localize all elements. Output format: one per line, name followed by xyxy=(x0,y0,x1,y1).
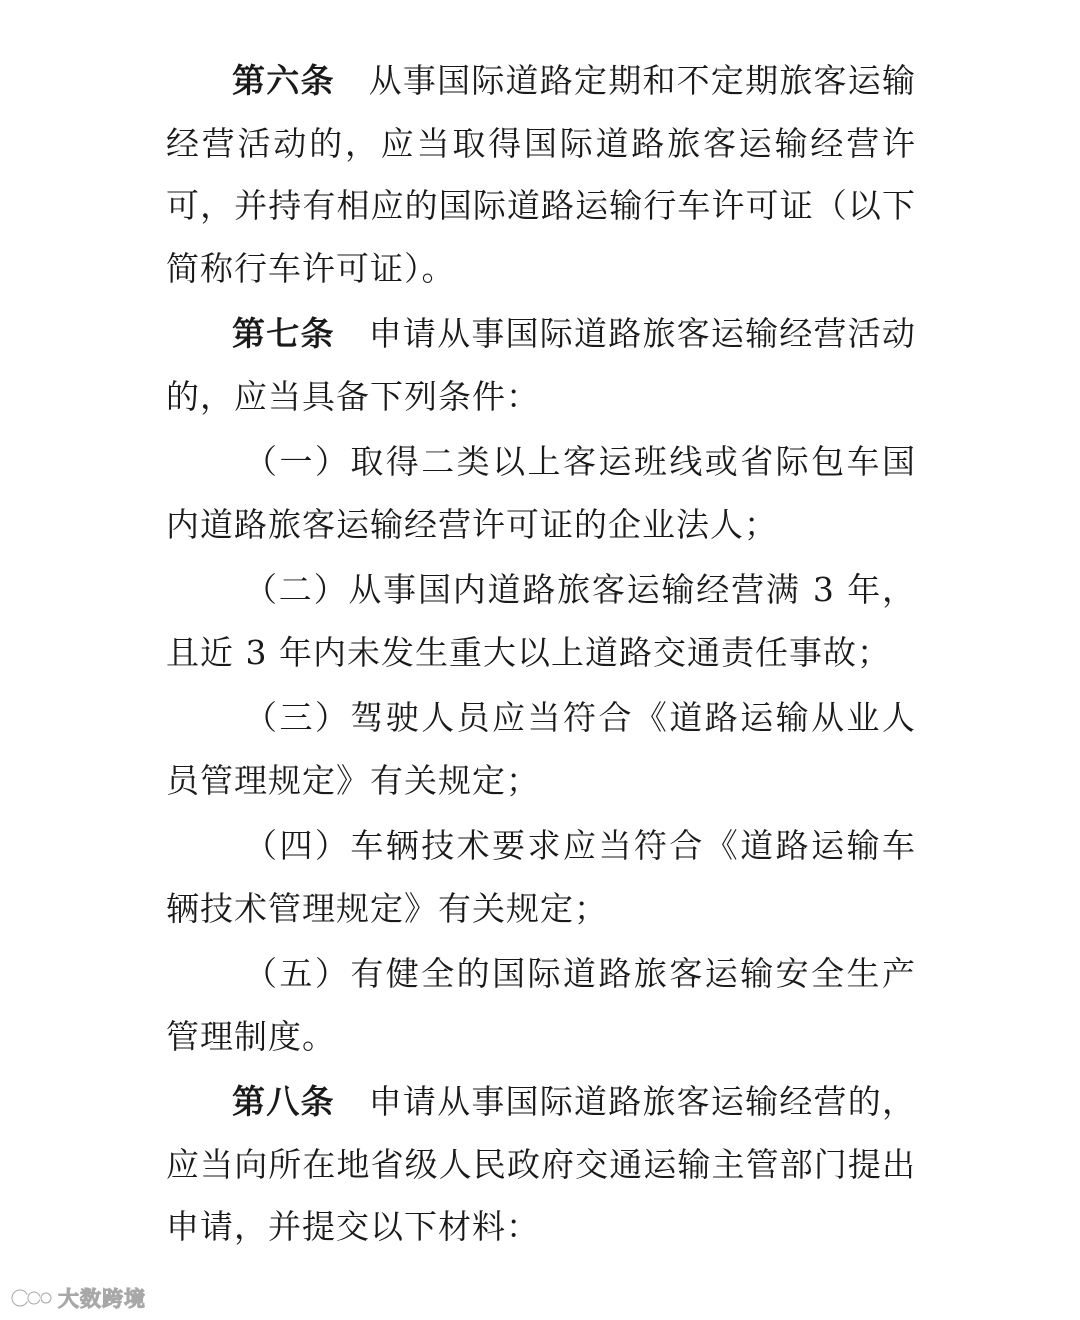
article-body: 从事国际道路定期和不定期旅客运输经营活动的，应当取得国际道路旅客运输经营许可，并持有相应的国际道路运输行车许可证（以下简称行车许可证）。 xyxy=(166,61,917,288)
article-6 xyxy=(166,50,916,300)
document-page xyxy=(166,50,916,1259)
list-item: （四）车辆技术要求应当符合《道路运输车辆技术管理规定》有关规定； xyxy=(166,826,916,928)
article-7 xyxy=(166,303,916,428)
article-8 xyxy=(166,1071,916,1259)
article-body: 申请从事国际道路旅客运输经营的，应当向所在地省级人民政府交通运输主管部门提出申请，并提交以下材料： xyxy=(166,1082,917,1246)
watermark xyxy=(10,1283,146,1313)
list-item: （一）取得二类以上客运班线或省际包车国内道路旅客运输经营许可证的企业法人； xyxy=(166,442,916,544)
list-item: （二）从事国内道路旅客运输经营满 3 年，且近 3 年内未发生重大以上道路交通责任事故； xyxy=(166,570,916,672)
article-heading: 第六条 xyxy=(232,61,335,100)
article-body: 申请从事国际道路旅客运输经营活动的，应当具备下列条件： xyxy=(166,314,917,416)
article-heading: 第七条 xyxy=(232,314,335,353)
watermark-text: 大数跨境 xyxy=(58,1287,146,1311)
list-item: （五）有健全的国际道路旅客运输安全生产管理制度。 xyxy=(166,954,916,1056)
article-heading: 第八条 xyxy=(232,1082,335,1121)
list-item: （三）驾驶人员应当符合《道路运输从业人员管理规定》有关规定； xyxy=(166,698,916,800)
logo-icon xyxy=(10,1284,54,1312)
